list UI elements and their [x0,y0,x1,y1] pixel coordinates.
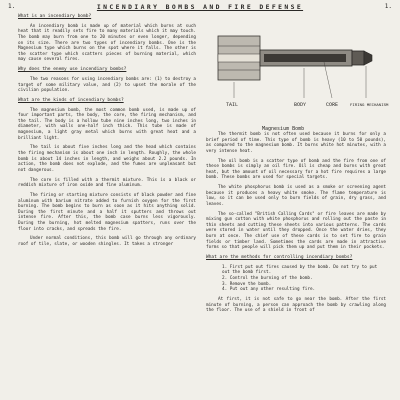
list-item: 2. Control the burning of the bomb. [222,276,313,281]
paragraph: The firing or starting mixture consists of black powder and fine aluminum with barium nitrate added to furnish oxygen for the first burning. The bomb begins to burn as soon as it hits anything solid. During the first minute and a half it sputters and throws out intense fire. After this, the bomb case burns less vigorously. During the burning, hot melted magnesium spatters, runs over the floor into cracks, and spreads the fire. [18,192,196,232]
label-body: BODY [294,102,307,108]
bomb-firing-mechanism [352,51,372,65]
bomb-body [260,50,352,66]
paragraph: An incendiary bomb is made up of material which burns at such heat that it readily sets fire to many materials which it may touch. The bomb may burn from one to 20 minutes or even longer, depending on its size. There are two types of incendiary bombs. One is the Magnesium type which burns on the spot where it falls. The other is the scatter type which scatters pieces of burning material, which may cause several fires. [18,23,196,63]
list-item: 1. First put out fires caused by the bomb. Do not try to put out the bomb first. [222,264,378,276]
left-column [18,14,196,252]
paragraph: The oil bomb is a scatter type of bomb and the fire from one of these bombs is simply an oil fire. Oil is cheap and burns with great heat, but the amount of oil necessary for a hot fire requires a large bomb. These bombs are used for special targets. [206,158,386,181]
label-core: CORE [326,102,339,108]
methods-list [206,265,386,293]
page-number-right: 1. [384,3,392,10]
question-heading: What are the methods for controlling incendiary bombs? [206,255,353,261]
right-column [206,132,386,318]
bomb-core [264,54,346,62]
paragraph: The white phosphorus bomb is used as a smoke or screening agent because it produces a heavy white smoke. The flame temperature is low, so it can be used only to burn fields of grain, dry grass, and leaves. [206,185,386,207]
magnesium-bomb-diagram [204,14,390,126]
question-heading: What are the kinds of incendiary bombs? [18,97,124,103]
paragraph: The magnesium bomb, the most common bomb used, is made up of four important parts, the body, the core, the firing mechanism, and the tail. The body is a hollow tube nine inches long, two inches in diameter, with walls one-half inch thick. This tube is made of magnesium, a light gray metal which burns with great heat and a brilliant light. [18,107,196,141]
bomb-tail [218,36,260,80]
question-heading: Why does the enemy use incendiary bombs? [18,67,127,73]
paragraph: The thermit bomb is not often used because it burns for only a brief period of time. This type of bomb is heavy (10 to 50 pounds), as compared to the magnesium bomb. It burns white hot minutes, with a very intense heat. [206,132,386,154]
list-item: 4. Put out any other resulting fire. [222,287,316,293]
question-heading: What is an incendiary bomb? [18,14,92,19]
paragraph: The tail is about five inches long and the head which contains the firing mechanism is about one inch in length. Roughly, the whole bomb is about 14 inches in length, and weighs about 2.2 pounds. In action, the bomb does not explode, and the fumes are unpleasant but not dangerous. [18,145,196,173]
label-firing-mechanism: FIRING MECHANISM [350,104,389,108]
paragraph: At first, it is not safe to go near the bomb. After the first minute of burning, a person can approach the bomb by crawling along the floor. The use of a shield in front of [206,296,386,314]
label-tail: TAIL [226,102,239,108]
page-title: INCENDIARY BOMBS AND FIRE DEFENSE [96,3,304,11]
list-item: 3. Remove the bomb. [222,281,272,287]
paragraph: The core is filled with a thermit mixture. This is a black or reddish mixture of iron oxide and fine aluminum. [18,177,196,189]
figure-caption: Magnesium Bomb [262,126,305,132]
paragraph: The so-called "British Calling Cards" or fire leaves are made by mixing gun cotton with white phosphorus and rolling out the paste in thin sheets and cutting these sheets into various patterns. The cards were stored in water until they dropped. Once the water dries, they burn at once. The chief use of these cards is to set fire to grain fields or timber land. Sometimes the cards are made in attractive forms so that people will pick them up and put them in their pockets. [206,211,386,251]
paragraph: The two reasons for using incendiary bombs are: (1) to destroy a target of some military value, and (2) to upset the morale of the civilian population. [18,76,196,94]
page-number-left: 1. [8,3,16,10]
paragraph: Under normal conditions, this bomb will go through any ordinary roof of tile, slate, or wooden shingles. It takes a stronger [18,236,196,247]
